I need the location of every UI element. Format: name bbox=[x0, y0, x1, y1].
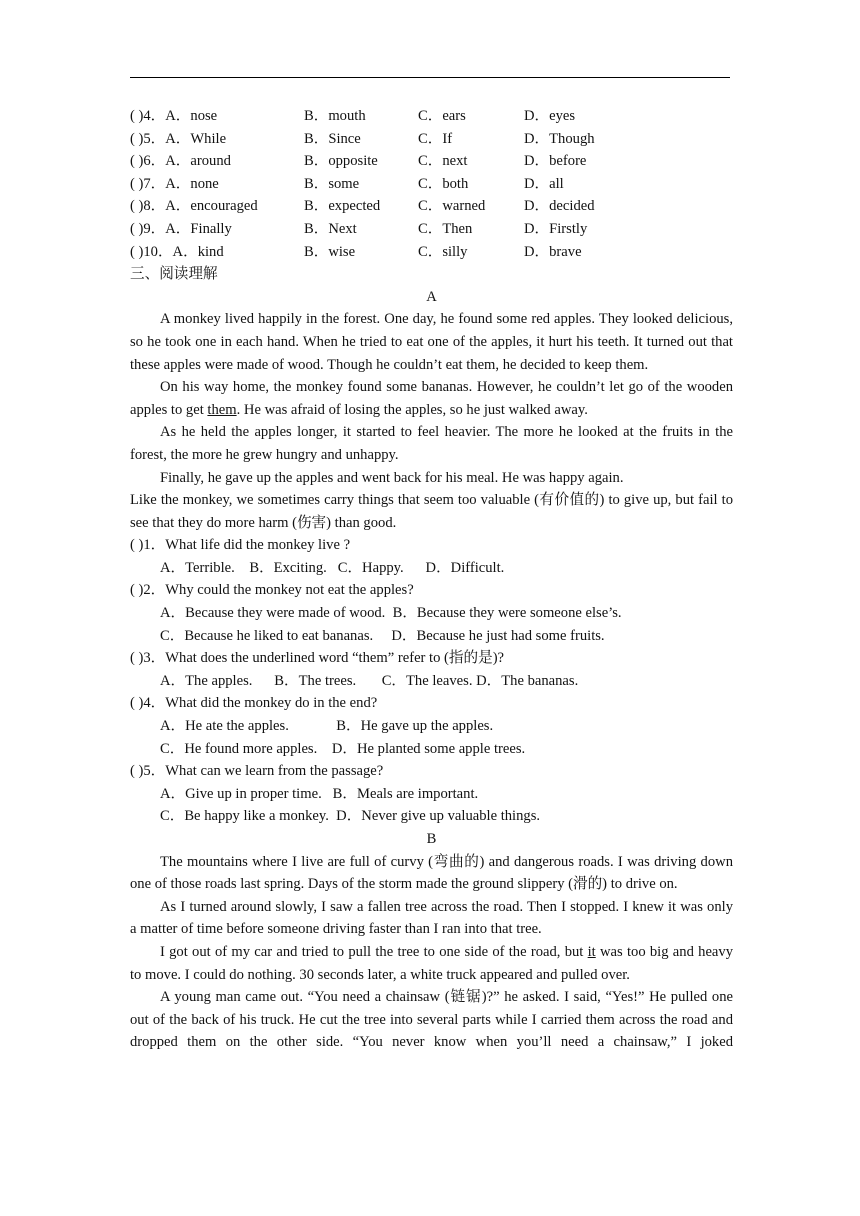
question-3-options: A．The apples. B．The trees. C．The leaves. D．The bananas. bbox=[160, 672, 579, 689]
question-5-options-line-1: A．Give up in proper time. B．Meals are important. bbox=[160, 785, 479, 802]
passage-a-paragraph-4: Finally, he gave up the apples and went back for his meal. He was happy again. bbox=[160, 469, 624, 486]
passage-b-paragraph-2: As I turned around slowly, I saw a fallen tree across the road. Then I stopped. I knew it was only a matter of time before someone driving faster than I ran into that tree. bbox=[130, 898, 733, 938]
question-2-options-line-1: A．Because they were made of wood. B．Because they were someone else’s. bbox=[160, 605, 622, 622]
question-2-options-line-2: C．Because he liked to eat bananas. D．Because he just had some fruits. bbox=[160, 627, 605, 644]
passage-b-paragraph-1: The mountains where I live are full of curvy (弯曲的) and dangerous roads. I was driving down one of those roads last spring. Days of the storm made the ground slippery (滑的) to drive on. bbox=[130, 853, 733, 893]
question-4-options-line-1: A．He ate the apples. B．He gave up the apples. bbox=[160, 718, 494, 735]
question-2-stem: ( )2．Why could the monkey not eat the apples? bbox=[130, 582, 414, 599]
question-5-stem: ( )5．What can we learn from the passage? bbox=[130, 763, 384, 780]
passage-a-paragraph-3: As he held the apples longer, it started to feel heavier. The more he looked at the fruits in the forest, the more he grew hungry and unhappy. bbox=[130, 424, 733, 463]
cloze-row-8: ( )8．A．encouraged B．expected C．warned D．decided bbox=[130, 198, 595, 215]
header-rule bbox=[130, 77, 730, 78]
question-5-options-line-2: C．Be happy like a monkey. D．Never give up valuable things. bbox=[160, 808, 541, 825]
cloze-row-5: ( )5．A．While B．Since C．If D．Though bbox=[130, 130, 595, 147]
passage-a-paragraph-1: A monkey lived happily in the forest. One day, he found some red apples. They looked delicious, so he took one in each hand. When he tried to eat one of the apples, it hurt his teeth. It turned out that these apples were made of wood. Though he couldn’t eat them, he decided to keep them. bbox=[130, 311, 733, 373]
underlined-word-it: it bbox=[587, 943, 596, 960]
passage-a-label: A bbox=[426, 288, 437, 305]
cloze-row-9: ( )9．A．Finally B．Next C．Then D．Firstly bbox=[130, 220, 588, 237]
passage-b-label: B bbox=[426, 831, 437, 847]
question-4-options-line-2: C．He found more apples. D．He planted some apple trees. bbox=[160, 740, 526, 757]
cloze-row-7: ( )7．A．none B．some C．both D．all bbox=[130, 175, 564, 192]
passage-a-paragraph-5: Like the monkey, we sometimes carry things that seem too valuable (有价值的) to give up, but fail to see that they do more harm (伤害) than good. bbox=[130, 492, 733, 531]
cloze-row-10: ( )10．A．kind B．wise C．silly D．brave bbox=[130, 243, 582, 260]
passage-b-paragraph-4: A young man came out. “You need a chainsaw (链锯)?” he asked. I said, “Yes!” He pulled one out of the back of his truck. He cut the tree into several parts while I carried them across the road and dropped them on the other side. “You never know when you’ll need a chainsaw,” I joked bbox=[130, 989, 733, 1051]
section-title: 三、阅读理解 bbox=[130, 266, 218, 283]
cloze-options bbox=[130, 105, 733, 263]
question-1-stem: ( )1．What life did the monkey live ? bbox=[130, 537, 351, 554]
question-3-stem: ( )3．What does the underlined word “them” refer to (指的是)? bbox=[130, 650, 505, 667]
question-4-stem: ( )4．What did the monkey do in the end? bbox=[130, 695, 378, 712]
passage-a-questions bbox=[130, 534, 733, 828]
cloze-row-4: ( )4．A．nose B．mouth C．ears D．eyes bbox=[130, 108, 576, 124]
passage-a-paragraph-2: On his way home, the monkey found some bananas. However, he couldn’t let go of the wooden apples to get them. He was afraid of losing the apples, so he just walked away. bbox=[130, 379, 733, 418]
underlined-word-them: them bbox=[207, 401, 237, 418]
passage-b-paragraph-3: I got out of my car and tried to pull the tree to one side of the road, but it was too big and heavy to move. I could do nothing. 30 seconds later, a white truck appeared and pulled over. bbox=[130, 943, 733, 983]
document-content bbox=[130, 105, 733, 1054]
question-1-options: A．Terrible. B．Exciting. C．Happy. D．Difficult. bbox=[160, 559, 505, 576]
cloze-row-6: ( )6．A．around B．opposite C．next D．before bbox=[130, 153, 587, 170]
